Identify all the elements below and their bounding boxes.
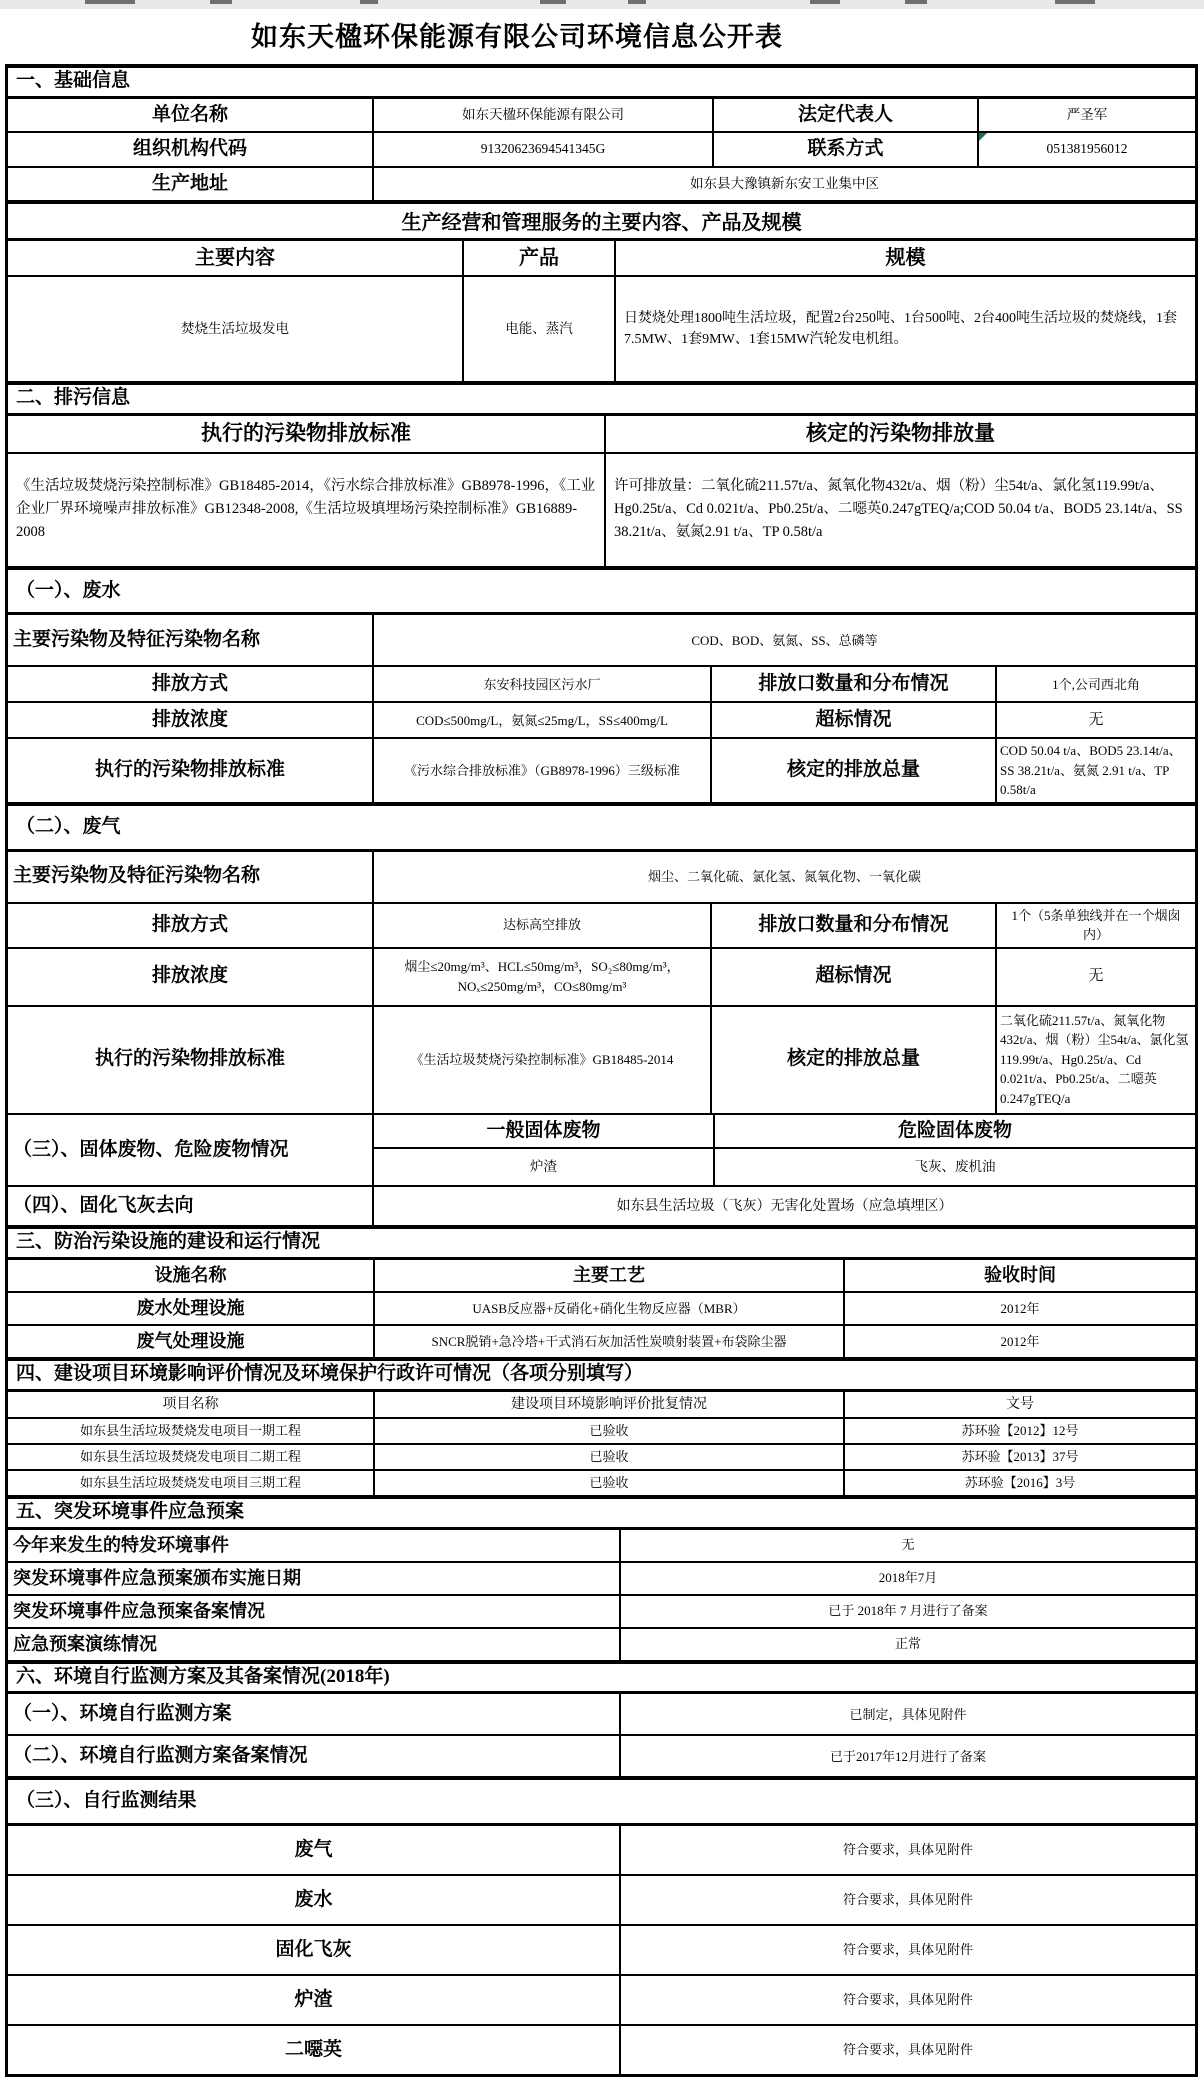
table-row — [8, 1115, 1195, 1149]
flyash-label: （四）、固化飞灰去向 — [8, 1187, 373, 1226]
table-row — [8, 99, 1195, 133]
section-basic-info-heading: 一、基础信息 — [8, 68, 1195, 99]
ww-total-label: 核定的排放总量 — [711, 738, 996, 803]
facility-process: UASB反应器+反硝化+硝化生物反应器（MBR） — [374, 1292, 844, 1325]
wg-method-label: 排放方式 — [8, 903, 373, 948]
org-code-value: 91320623694541345G — [373, 132, 713, 167]
monitoring-record-value: 已于2017年12月进行了备案 — [620, 1735, 1195, 1777]
address-value: 如东县大豫镇新东安工业集中区 — [373, 167, 1195, 202]
table-row — [8, 1826, 1195, 1875]
contact-label: 联系方式 — [713, 132, 978, 167]
ww-conc-value: COD≤500mg/L，氨氮≤25mg/L，SS≤400mg/L — [373, 702, 711, 738]
ww-pollutants-label: 主要污染物及特征污染物名称 — [8, 615, 373, 666]
environment-disclosure-table — [5, 64, 1198, 2077]
wg-total-value: 二氧化硫211.57t/a、氮氧化物432t/a、烟（粉）尘54t/a、氯化氢119.99t/a、Hg0.25t/a、Cd 0.021t/a、Pb0.25t/a、二噁英0.247gTEQ/a — [996, 1006, 1195, 1114]
approval-status-header: 建设项目环境影响评价批复情况 — [374, 1392, 844, 1418]
solid-waste-label: （三）、固体废物、危险废物情况 — [8, 1115, 373, 1187]
result-item-value: 符合要求，具体见附件 — [620, 1826, 1195, 1875]
process-header: 主要工艺 — [374, 1260, 844, 1292]
ww-std-label: 执行的污染物排放标准 — [8, 738, 373, 803]
ww-total-value: COD 50.04 t/a、BOD5 23.14t/a、SS 38.21t/a、氨氮 2.91 t/a、TP 0.58t/a — [996, 738, 1195, 803]
table-row — [8, 1187, 1195, 1226]
ww-exceed-label: 超标情况 — [711, 702, 996, 738]
monitoring-plan-label: （一）、环境自行监测方案 — [8, 1694, 620, 1735]
emergency-row-label: 今年来发生的特发环境事件 — [8, 1530, 620, 1562]
result-item-value: 符合要求，具体见附件 — [620, 1875, 1195, 1925]
ww-std-value: 《污水综合排放标准》（GB8978-1996）三级标准 — [373, 738, 711, 803]
legal-rep-label: 法定代表人 — [713, 99, 978, 133]
emergency-row-label: 应急预案演练情况 — [8, 1628, 620, 1661]
facility-name: 废气处理设施 — [8, 1325, 374, 1358]
table-row — [8, 666, 1195, 702]
emergency-row-label: 突发环境事件应急预案备案情况 — [8, 1595, 620, 1628]
table-row — [8, 1292, 1195, 1325]
table-row — [8, 453, 1195, 567]
monitoring-results-table — [8, 1826, 1195, 2074]
subsection-monitoring-results-heading: （三）、自行监测结果 — [8, 1778, 1195, 1826]
basic-info-table — [8, 99, 1195, 203]
table-row — [8, 1975, 1195, 2025]
project-name-header: 项目名称 — [8, 1392, 374, 1418]
table-row — [8, 132, 1195, 167]
emergency-row-value: 无 — [620, 1530, 1195, 1562]
wg-total-label: 核定的排放总量 — [711, 1006, 996, 1114]
table-row — [8, 1260, 1195, 1292]
org-code-label: 组织机构代码 — [8, 132, 373, 167]
solid-waste-table — [8, 1115, 1195, 1188]
table-row — [8, 1444, 1195, 1470]
ww-method-label: 排放方式 — [8, 666, 373, 702]
contact-text: 051381956012 — [1046, 141, 1128, 157]
approval-status: 已验收 — [374, 1418, 844, 1444]
amounts-header: 核定的污染物排放量 — [605, 416, 1195, 453]
top-edge-crop-artifact — [0, 0, 1204, 9]
ww-conc-label: 排放浓度 — [8, 702, 373, 738]
table-row — [8, 1735, 1195, 1777]
table-row — [8, 702, 1195, 738]
table-row — [8, 1925, 1195, 1975]
table-row — [8, 948, 1195, 1006]
table-row — [8, 738, 1195, 803]
result-item-value: 符合要求，具体见附件 — [842, 2042, 973, 2058]
table-row — [8, 1694, 1195, 1735]
section-emergency-heading: 五、突发环境事件应急预案 — [8, 1497, 1195, 1530]
wg-method-value: 达标高空排放 — [373, 903, 711, 948]
facility-name: 废水处理设施 — [8, 1292, 374, 1325]
unit-name-value: 如东天楹环保能源有限公司 — [373, 99, 713, 133]
acceptance-date-header: 验收时间 — [844, 1260, 1195, 1292]
table-row — [8, 1595, 1195, 1628]
flyash-value: 如东县生活垃圾（飞灰）无害化处置场（应急填埋区） — [373, 1187, 1195, 1226]
standards-text: 《生活垃圾焚烧污染控制标准》GB18485-2014，《污水综合排放标准》GB8978-1996，《工业企业厂界环境噪声排放标准》GB12348-2008,《生活垃圾填埋场污染控制标准》GB16889-2008 — [8, 453, 605, 567]
wg-conc-label: 排放浓度 — [8, 948, 373, 1006]
subsection-wastegas-heading: （二）、废气 — [8, 804, 1195, 852]
scale-value: 日焚烧处理1800吨生活垃圾，配置2台250吨、1台500吨、2台400吨生活垃圾的焚烧线，1套7.5MW、1套9MW、1套15MW汽轮发电机组。 — [615, 276, 1195, 382]
ww-pollutants-value: COD、BOD、氨氮、SS、总磷等 — [373, 615, 1195, 666]
table-row — [8, 1628, 1195, 1661]
table-row — [8, 1875, 1195, 1925]
project-name: 如东县生活垃圾焚烧发电项目三期工程 — [8, 1470, 374, 1496]
table-row — [8, 1325, 1195, 1358]
hazard-solid-header: 危险固体废物 — [714, 1115, 1195, 1149]
wastegas-table — [8, 852, 1195, 1115]
approval-status: 已验收 — [374, 1470, 844, 1496]
emission-standards-table — [8, 416, 1195, 568]
doc-number: 苏环验【2012】12号 — [844, 1418, 1195, 1444]
emergency-row-value: 已于 2018年 7 月进行了备案 — [620, 1595, 1195, 1628]
table-row — [8, 1006, 1195, 1114]
table-row — [8, 1470, 1195, 1496]
emergency-row-label: 突发环境事件应急预案颁布实施日期 — [8, 1562, 620, 1595]
ww-exceed-value: 无 — [996, 702, 1195, 738]
section-emission-info-heading: 二、排污信息 — [8, 383, 1195, 416]
cell-comment-triangle-icon — [979, 133, 987, 141]
facility-date: 2012年 — [844, 1292, 1195, 1325]
amounts-text: 许可排放量：二氧化硫211.57t/a、氮氧化物432t/a、烟（粉）尘54t/a、氯化氢119.99t/a、Hg0.25t/a、Cd 0.021t/a、Pb0.25t/a、二噁英0.247gTEQ/a;COD 50.04 t/a、BOD5 23.14t/a、SS 38.21t/a、氨氮2.91 t/a、TP 0.58t/a — [605, 453, 1195, 567]
product-header: 产品 — [463, 241, 615, 276]
wg-exceed-value: 无 — [996, 948, 1195, 1006]
flyash-table — [8, 1187, 1195, 1227]
business-scope-heading: 生产经营和管理服务的主要内容、产品及规模 — [8, 202, 1195, 241]
doc-number-header: 文号 — [844, 1392, 1195, 1418]
monitoring-plan-value: 已制定，具体见附件 — [620, 1694, 1195, 1735]
wastewater-table — [8, 615, 1195, 804]
emergency-row-value: 2018年7月 — [620, 1562, 1195, 1595]
result-item-label: 废水 — [8, 1875, 620, 1925]
facility-name-header: 设施名称 — [8, 1260, 374, 1292]
table-row — [8, 1418, 1195, 1444]
section-eia-heading: 四、建设项目环境影响评价情况及环境保护行政许可情况（各项分别填写） — [8, 1359, 1195, 1392]
eia-table — [8, 1392, 1195, 1497]
unit-name-label: 单位名称 — [8, 99, 373, 133]
table-row — [8, 167, 1195, 202]
wg-exceed-label: 超标情况 — [711, 948, 996, 1006]
wg-conc-value: 烟尘≤20mg/m³、HCL≤50mg/m³，SO₂≤80mg/m³，NOₓ≤250mg/m³，CO≤80mg/m³ — [373, 948, 711, 1006]
doc-number: 苏环验【2016】3号 — [844, 1470, 1195, 1496]
contact-value — [978, 132, 1195, 167]
table-row — [8, 276, 1195, 382]
monitoring-record-label: （二）、环境自行监测方案备案情况 — [8, 1735, 620, 1777]
scale-header: 规模 — [615, 241, 1195, 276]
result-item-value: 符合要求，具体见附件 — [620, 1975, 1195, 2025]
result-item-label: 炉渣 — [8, 1975, 620, 2025]
section-facilities-heading: 三、防治污染设施的建设和运行情况 — [8, 1227, 1195, 1260]
product-value: 电能、蒸汽 — [463, 276, 615, 382]
ww-method-value: 东安科技园区污水厂 — [373, 666, 711, 702]
table-row — [8, 903, 1195, 948]
result-item-label: 废气 — [8, 1826, 620, 1875]
legal-rep-value: 严圣军 — [978, 99, 1195, 133]
address-label: 生产地址 — [8, 167, 373, 202]
standards-header: 执行的污染物排放标准 — [8, 416, 605, 453]
facility-date: 2012年 — [844, 1325, 1195, 1358]
section-self-monitoring-heading: 六、环境自行监测方案及其备案情况(2018年) — [8, 1662, 1195, 1695]
table-row — [8, 416, 1195, 453]
wg-outlets-label: 排放口数量和分布情况 — [711, 903, 996, 948]
facility-process: SNCR脱销+急冷塔+干式消石灰加活性炭喷射装置+布袋除尘器 — [374, 1325, 844, 1358]
hazard-solid-value: 飞灰、废机油 — [714, 1148, 1195, 1186]
ww-outlets-label: 排放口数量和分布情况 — [711, 666, 996, 702]
result-item-label: 固化飞灰 — [8, 1925, 620, 1975]
table-row — [8, 2025, 1195, 2074]
table-row — [8, 1530, 1195, 1562]
page-title: 如东天楹环保能源有限公司环境信息公开表 — [251, 22, 783, 52]
project-name: 如东县生活垃圾焚烧发电项目二期工程 — [8, 1444, 374, 1470]
general-solid-value: 炉渣 — [373, 1148, 714, 1186]
ww-outlets-value: 1个,公司西北角 — [996, 666, 1195, 702]
doc-number: 苏环验【2013】37号 — [844, 1444, 1195, 1470]
wg-pollutants-value: 烟尘、二氧化硫、氯化氢、氮氧化物、一氧化碳 — [373, 852, 1195, 903]
emergency-row-value: 正常 — [620, 1628, 1195, 1661]
project-name: 如东县生活垃圾焚烧发电项目一期工程 — [8, 1418, 374, 1444]
wg-pollutants-label: 主要污染物及特征污染物名称 — [8, 852, 373, 903]
wg-std-value: 《生活垃圾焚烧污染控制标准》GB18485-2014 — [373, 1006, 711, 1114]
wg-outlets-value: 1个（5条单独线并在一个烟囱内） — [996, 903, 1195, 948]
table-row — [8, 615, 1195, 666]
facilities-table — [8, 1260, 1195, 1359]
content-header: 主要内容 — [8, 241, 463, 276]
subsection-wastewater-heading: （一）、废水 — [8, 568, 1195, 616]
table-row — [8, 241, 1195, 276]
emergency-table — [8, 1530, 1195, 1662]
content-value: 焚烧生活垃圾发电 — [8, 276, 463, 382]
table-row — [8, 1562, 1195, 1595]
result-item-value: 符合要求，具体见附件 — [620, 1925, 1195, 1975]
table-row — [8, 1392, 1195, 1418]
result-item-label: 二噁英 — [8, 2025, 620, 2074]
general-solid-header: 一般固体废物 — [373, 1115, 714, 1149]
monitoring-plan-table — [8, 1694, 1195, 1778]
business-scope-table — [8, 241, 1195, 383]
wg-std-label: 执行的污染物排放标准 — [8, 1006, 373, 1114]
table-row — [8, 852, 1195, 903]
approval-status: 已验收 — [374, 1444, 844, 1470]
